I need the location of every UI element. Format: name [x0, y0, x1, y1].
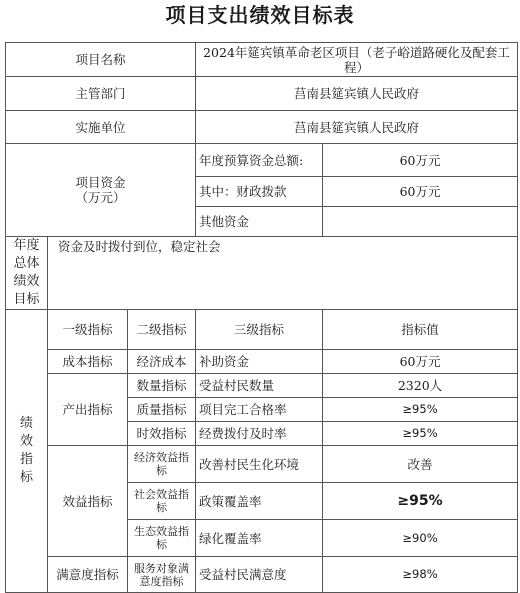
cost-level1: 成本指标 [48, 350, 128, 374]
row-cost [6, 350, 518, 374]
output-quality-value: ≥95% [323, 398, 518, 422]
department-value: 莒南县筵宾镇人民政府 [196, 77, 518, 111]
output-quality-level2: 质量指标 [128, 398, 196, 422]
benefit-economic-level2: 经济效益指标 [128, 446, 196, 483]
benefit-social-level3: 政策覆盖率 [196, 483, 323, 520]
benefit-level1: 效益指标 [48, 446, 128, 557]
project-name-value: 2024年筵宾镇革命老区项目（老子峪道路硬化及配套工程） [196, 43, 518, 77]
row-output-quantity [6, 374, 518, 398]
header-level1: 一级指标 [48, 310, 128, 350]
satisfaction-value: ≥98% [323, 557, 518, 593]
satisfaction-level1: 满意度指标 [48, 557, 128, 593]
row-benefit-economic [6, 446, 518, 483]
performance-goal-table [5, 42, 518, 593]
implementer-value: 莒南县筵宾镇人民政府 [196, 111, 518, 144]
output-timeliness-level3: 经费拨付及时率 [196, 422, 323, 446]
benefit-social-level2: 社会效益指标 [128, 483, 196, 520]
funds-other-label: 其他资金 [196, 207, 323, 237]
project-name-label: 项目名称 [6, 43, 196, 77]
cost-value: 60万元 [323, 350, 518, 374]
benefit-ecological-value: ≥90% [323, 520, 518, 557]
row-project-name [6, 43, 518, 77]
funds-total-value: 60万元 [323, 144, 518, 177]
benefit-ecological-level2: 生态效益指标 [128, 520, 196, 557]
row-indicator-headers [6, 310, 518, 350]
header-level3: 三级指标 [196, 310, 323, 350]
benefit-social-value: ≥95% [323, 483, 518, 520]
satisfaction-level2: 服务对象满意度指标 [128, 557, 196, 593]
annual-goal-value: 资金及时拨付到位，稳定社会 [48, 237, 518, 310]
funds-other-value [323, 207, 518, 237]
output-quantity-level2: 数量指标 [128, 374, 196, 398]
annual-goal-label: 年度总体绩效目标 [6, 237, 48, 310]
output-timeliness-value: ≥95% [323, 422, 518, 446]
cost-level3: 补助资金 [196, 350, 323, 374]
row-funds-total [6, 144, 518, 177]
indicator-group-label: 绩效指标 [6, 310, 48, 593]
funds-fiscal-value: 60万元 [323, 177, 518, 207]
output-quality-level3: 项目完工合格率 [196, 398, 323, 422]
implementer-label: 实施单位 [6, 111, 196, 144]
row-satisfaction [6, 557, 518, 593]
row-department [6, 77, 518, 111]
benefit-economic-value: 改善 [323, 446, 518, 483]
cost-level2: 经济成本 [128, 350, 196, 374]
output-quantity-level3: 受益村民数量 [196, 374, 323, 398]
output-timeliness-level2: 时效指标 [128, 422, 196, 446]
funds-total-label: 年度预算资金总额: [196, 144, 323, 177]
header-level2: 二级指标 [128, 310, 196, 350]
funds-label: 项目资金 （万元） [6, 144, 196, 237]
benefit-economic-level3: 改善村民生化环境 [196, 446, 323, 483]
department-label: 主管部门 [6, 77, 196, 111]
page-title: 项目支出绩效目标表 [165, 3, 355, 27]
row-implementer [6, 111, 518, 144]
satisfaction-level3: 受益村民满意度 [196, 557, 323, 593]
benefit-ecological-level3: 绿化覆盖率 [196, 520, 323, 557]
output-quantity-value: 2320人 [323, 374, 518, 398]
header-value: 指标值 [323, 310, 518, 350]
output-level1: 产出指标 [48, 374, 128, 446]
funds-fiscal-label: 其中：财政拨款 [196, 177, 323, 207]
row-annual-goal [6, 237, 518, 310]
